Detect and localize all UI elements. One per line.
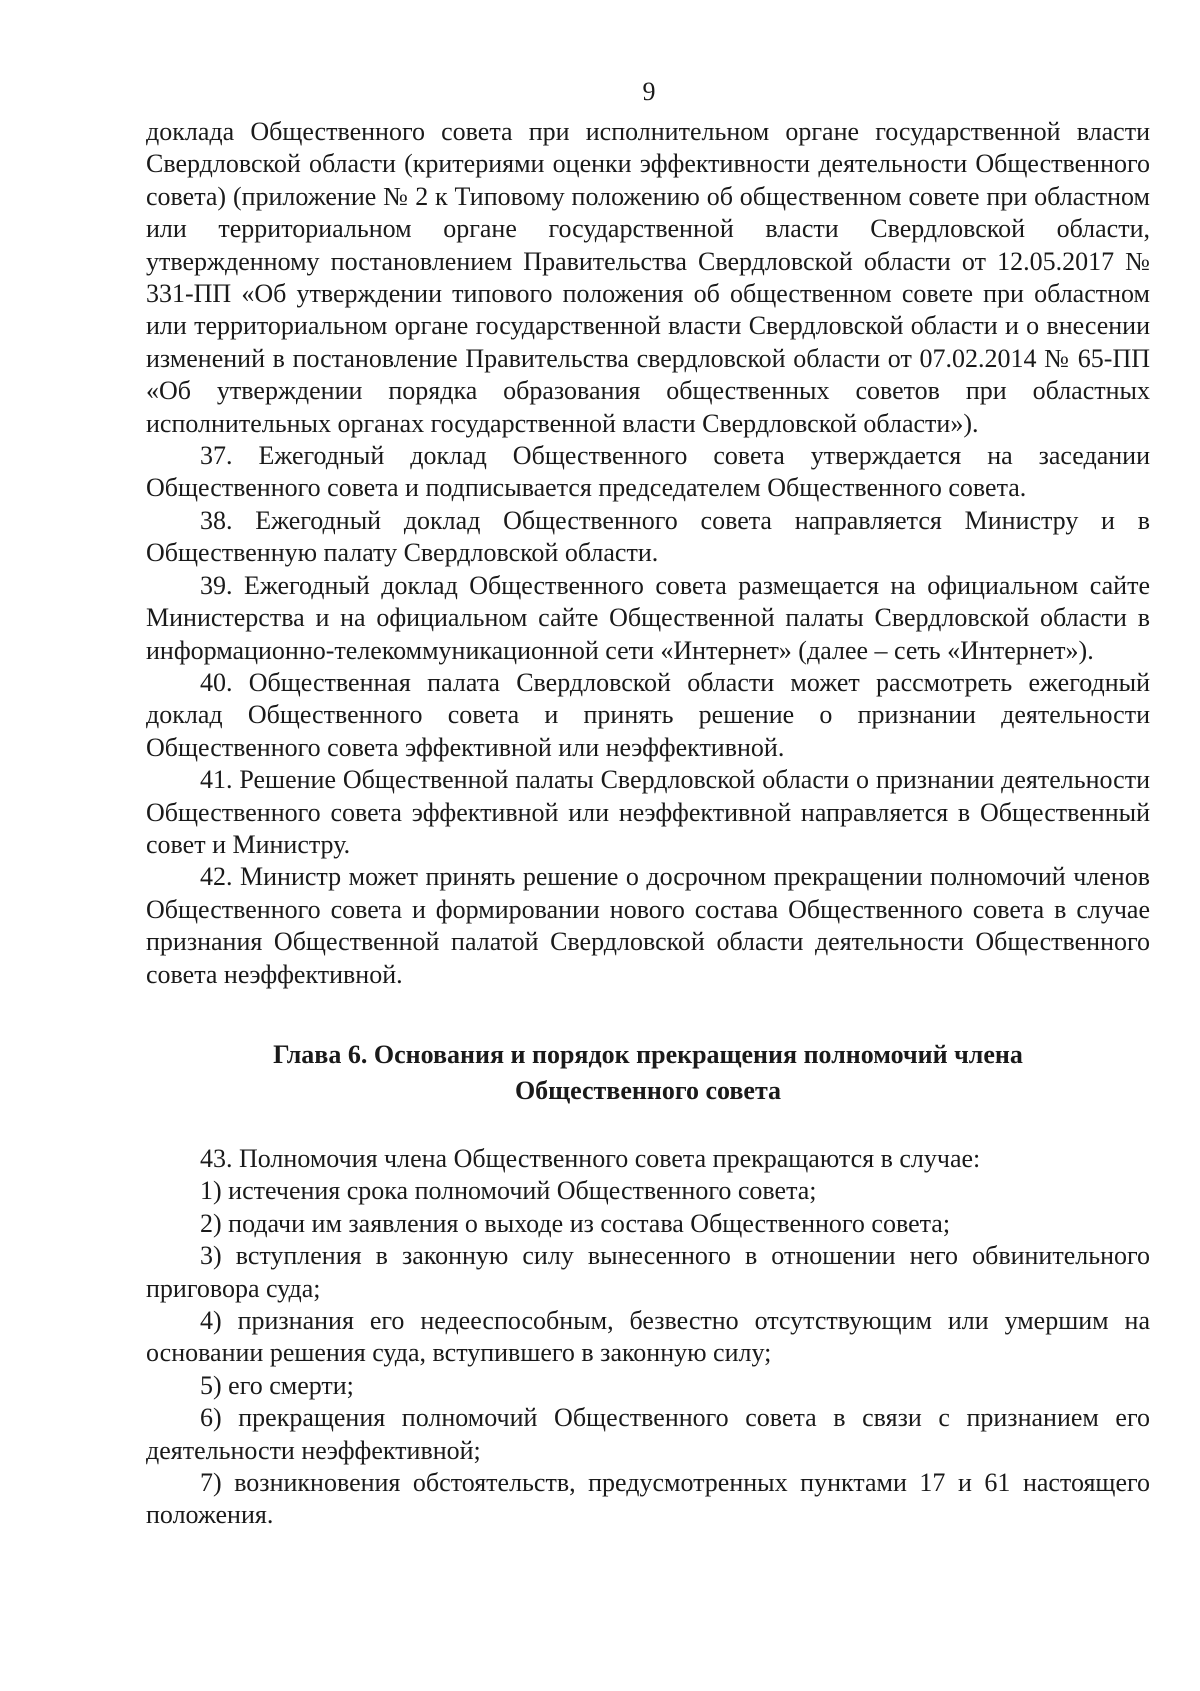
paragraph-43: 43. Полномочия члена Общественного совета прекращаются в случае: (200, 1143, 981, 1173)
list-item-43-5: 5) его смерти; (200, 1370, 354, 1400)
paragraph-40: 40. Общественная палата Свердловской области может рассмотреть ежегодный доклад Общественного совета и принять решение о признании деятельности Общественного совета эффективной или неэффективной. (146, 667, 1150, 762)
paragraph-continuation: доклада Общественного совета при исполнительном органе государственной власти Свердловской области (критериями оценки эффективности деятельности Общественного совета) (приложение № 2 к Типовому положению об общественном совете при областном или территориальном органе государственной власти Свердловской области, утвержденному постановлением Правительства Свердловской области от 12.05.2017 № 331-ПП «Об утверждении типового положения об общественном совете при областном или территориальном органе государственной власти Свердловской области и о внесении изменений в постановление Правительства свердловской области от 07.02.2014 № 65-ПП «Об утверждении порядка образования общественных советов при областных исполнительных органах государственной власти Свердловской области»). (146, 117, 1150, 438)
chapter-heading-line-1: Глава 6. Основания и порядок прекращения полномочий члена (273, 1039, 1023, 1069)
chapter-heading-line-2: Общественного совета (514, 1075, 782, 1105)
list-item-43-2: 2) подачи им заявления о выходе из состава Общественного совета; (200, 1208, 951, 1238)
list-item-43-1: 1) истечения срока полномочий Общественного совета; (200, 1176, 817, 1206)
paragraph-41: 41. Решение Общественной палаты Свердловской области о признании деятельности Общественного совета эффективной или неэффективной направляется в Общественный совет и Министру. (146, 765, 1150, 859)
list-item-43-6: 6) прекращения полномочий Общественного совета в связи с признанием его деятельности неэффективной; (146, 1403, 1150, 1465)
list-item-43-7: 7) возникновения обстоятельств, предусмотренных пунктами 17 и 61 настоящего положения. (146, 1468, 1150, 1530)
list-item-43-3: 3) вступления в законную силу вынесенного в отношении него обвинительного приговора суда; (146, 1241, 1150, 1303)
list-item-43-4: 4) признания его недееспособным, безвестно отсутствующим или умершим на основании решения суда, вступившего в законную силу; (146, 1306, 1150, 1368)
chapter-heading (146, 1037, 1150, 1109)
paragraph-38: 38. Ежегодный доклад Общественного совета направляется Министру и в Общественную палату Свердловской области. (146, 505, 1150, 568)
page-number: 9 (642, 77, 656, 106)
paragraph-42: 42. Министр может принять решение о досрочном прекращении полномочий членов Общественного совета и формировании нового состава Общественного совета в случае признания Общественной палатой Свердловской области деятельности Общественного совета неэффективной. (146, 862, 1150, 989)
paragraph-39: 39. Ежегодный доклад Общественного совета размещается на официальном сайте Министерства и на официальном сайте Общественной палаты Свердловской области в информационно-телекоммуникационной сети «Интернет» (далее – сеть «Интернет»). (146, 570, 1150, 665)
paragraph-37: 37. Ежегодный доклад Общественного совета утверждается на заседании Общественного совета и подписывается председателем Общественного совета. (146, 441, 1150, 503)
